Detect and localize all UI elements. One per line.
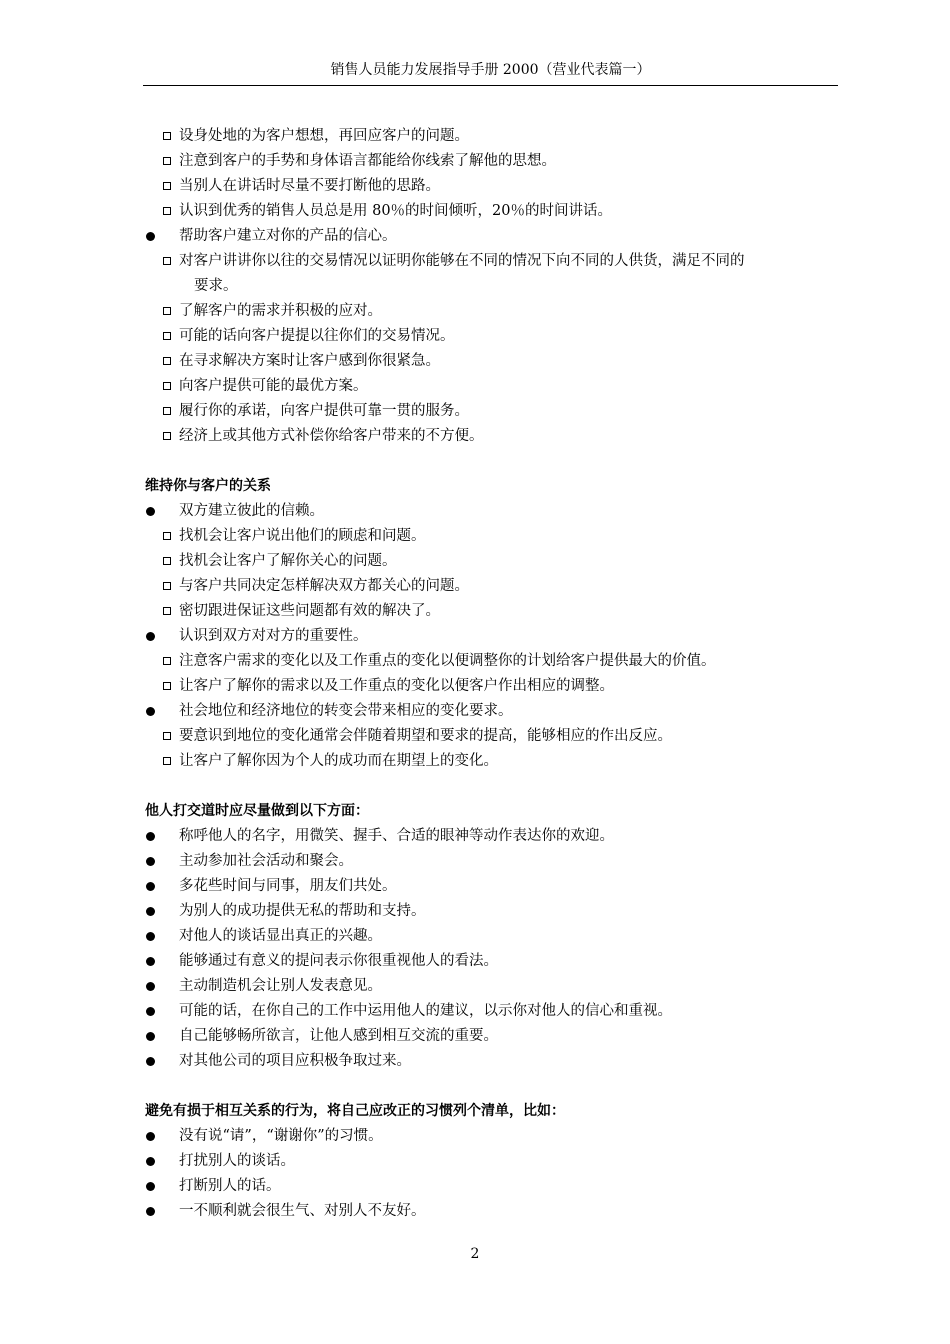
checkbox-square-icon bbox=[163, 207, 171, 215]
list-item: 当别人在讲话时尽量不要打断他的思路。 bbox=[0, 174, 950, 199]
bullet-icon bbox=[146, 957, 155, 966]
checkbox-square-icon bbox=[163, 407, 171, 415]
bullet-icon bbox=[146, 232, 155, 241]
page-body bbox=[0, 124, 950, 1224]
section-heading: 他人打交道时应尽量做到以下方面： bbox=[145, 803, 369, 819]
bullet-icon bbox=[146, 1157, 155, 1166]
bullet-icon bbox=[146, 932, 155, 941]
bullet-item: 没有说“请”，“谢谢你”的习惯。 bbox=[0, 1124, 950, 1149]
section-heading: 维持你与客户的关系 bbox=[145, 478, 271, 494]
bullet-icon bbox=[146, 1007, 155, 1016]
list-item: 可能的话向客户提提以往你们的交易情况。 bbox=[0, 324, 950, 349]
bullet-icon bbox=[146, 857, 155, 866]
bullet-icon bbox=[146, 982, 155, 991]
bullet-item: 为别人的成功提供无私的帮助和支持。 bbox=[0, 899, 950, 924]
bullet-item: 认识到双方对对方的重要性。 bbox=[0, 624, 950, 649]
bullet-item: 社会地位和经济地位的转变会带来相应的变化要求。 bbox=[0, 699, 950, 724]
section-heading: 避免有损于相互关系的行为，将自己应改正的习惯列个清单，比如： bbox=[145, 1103, 565, 1119]
checkbox-square-icon bbox=[163, 332, 171, 340]
list-item-continuation: 要求。 bbox=[194, 278, 238, 294]
list-item: 经济上或其他方式补偿你给客户带来的不方便。 bbox=[0, 424, 950, 449]
list-item: 找机会让客户了解你关心的问题。 bbox=[0, 549, 950, 574]
checkbox-square-icon bbox=[163, 757, 171, 765]
list-item: 履行你的承诺，向客户提供可靠一贯的服务。 bbox=[0, 399, 950, 424]
bullet-item: 自己能够畅所欲言，让他人感到相互交流的重要。 bbox=[0, 1024, 950, 1049]
bullet-item: 打断别人的话。 bbox=[0, 1174, 950, 1199]
bullet-icon bbox=[146, 1057, 155, 1066]
bullet-icon bbox=[146, 1207, 155, 1216]
list-item: 向客户提供可能的最优方案。 bbox=[0, 374, 950, 399]
checkbox-square-icon bbox=[163, 382, 171, 390]
bullet-item: 对他人的谈话显出真正的兴趣。 bbox=[0, 924, 950, 949]
bullet-item: 可能的话，在你自己的工作中运用他人的建议，以示你对他人的信心和重视。 bbox=[0, 999, 950, 1024]
list-item: 密切跟进保证这些问题都有效的解决了。 bbox=[0, 599, 950, 624]
bullet-item: 打扰别人的谈话。 bbox=[0, 1149, 950, 1174]
checkbox-square-icon bbox=[163, 682, 171, 690]
bullet-icon bbox=[146, 882, 155, 891]
checkbox-square-icon bbox=[163, 357, 171, 365]
bullet-item: 称呼他人的名字，用微笑、握手、合适的眼神等动作表达你的欢迎。 bbox=[0, 824, 950, 849]
bullet-icon bbox=[146, 707, 155, 716]
checkbox-square-icon bbox=[163, 157, 171, 165]
bullet-icon bbox=[146, 507, 155, 516]
list-item: 了解客户的需求并积极的应对。 bbox=[0, 299, 950, 324]
bullet-icon bbox=[146, 832, 155, 841]
checkbox-square-icon bbox=[163, 182, 171, 190]
checkbox-square-icon bbox=[163, 432, 171, 440]
bullet-item: 对其他公司的项目应积极争取过来。 bbox=[0, 1049, 950, 1074]
bullet-icon bbox=[146, 632, 155, 641]
list-item: 注意到客户的手势和身体语言都能给你线索了解他的思想。 bbox=[0, 149, 950, 174]
page-number: 2 bbox=[470, 1246, 480, 1262]
checkbox-square-icon bbox=[163, 132, 171, 140]
checkbox-square-icon bbox=[163, 307, 171, 315]
bullet-icon bbox=[146, 907, 155, 916]
bullet-item: 多花些时间与同事，朋友们共处。 bbox=[0, 874, 950, 899]
header-rule bbox=[143, 85, 838, 86]
list-item: 找机会让客户说出他们的顾虑和问题。 bbox=[0, 524, 950, 549]
bullet-item: 主动参加社会活动和聚会。 bbox=[0, 849, 950, 874]
list-item: 注意客户需求的变化以及工作重点的变化以便调整你的计划给客户提供最大的价值。 bbox=[0, 649, 950, 674]
list-item: 要意识到地位的变化通常会伴随着期望和要求的提高，能够相应的作出反应。 bbox=[0, 724, 950, 749]
bullet-item: 帮助客户建立对你的产品的信心。 bbox=[0, 224, 950, 249]
checkbox-square-icon bbox=[163, 557, 171, 565]
list-item: 设身处地的为客户想想，再回应客户的问题。 bbox=[0, 124, 950, 149]
bullet-icon bbox=[146, 1182, 155, 1191]
bullet-icon bbox=[146, 1032, 155, 1041]
list-item: 认识到优秀的销售人员总是用 80％的时间倾听，20％的时间讲话。 bbox=[0, 199, 950, 224]
list-item: 在寻求解决方案时让客户感到你很紧急。 bbox=[0, 349, 950, 374]
bullet-item: 一不顺利就会很生气、对别人不友好。 bbox=[0, 1199, 950, 1224]
checkbox-square-icon bbox=[163, 532, 171, 540]
checkbox-square-icon bbox=[163, 582, 171, 590]
checkbox-square-icon bbox=[163, 657, 171, 665]
bullet-item: 双方建立彼此的信赖。 bbox=[0, 499, 950, 524]
checkbox-square-icon bbox=[163, 257, 171, 265]
bullet-item: 主动制造机会让别人发表意见。 bbox=[0, 974, 950, 999]
checkbox-square-icon bbox=[163, 732, 171, 740]
bullet-item: 能够通过有意义的提问表示你很重视他人的看法。 bbox=[0, 949, 950, 974]
list-item: 与客户共同决定怎样解决双方都关心的问题。 bbox=[0, 574, 950, 599]
list-item: 让客户了解你因为个人的成功而在期望上的变化。 bbox=[0, 749, 950, 774]
list-item: 让客户了解你的需求以及工作重点的变化以便客户作出相应的调整。 bbox=[0, 674, 950, 699]
bullet-icon bbox=[146, 1132, 155, 1141]
list-item: 对客户讲讲你以往的交易情况以证明你能够在不同的情况下向不同的人供货，满足不同的 bbox=[0, 249, 950, 274]
checkbox-square-icon bbox=[163, 607, 171, 615]
running-header: 销售人员能力发展指导手册 2000（营业代表篇一） bbox=[330, 62, 651, 78]
